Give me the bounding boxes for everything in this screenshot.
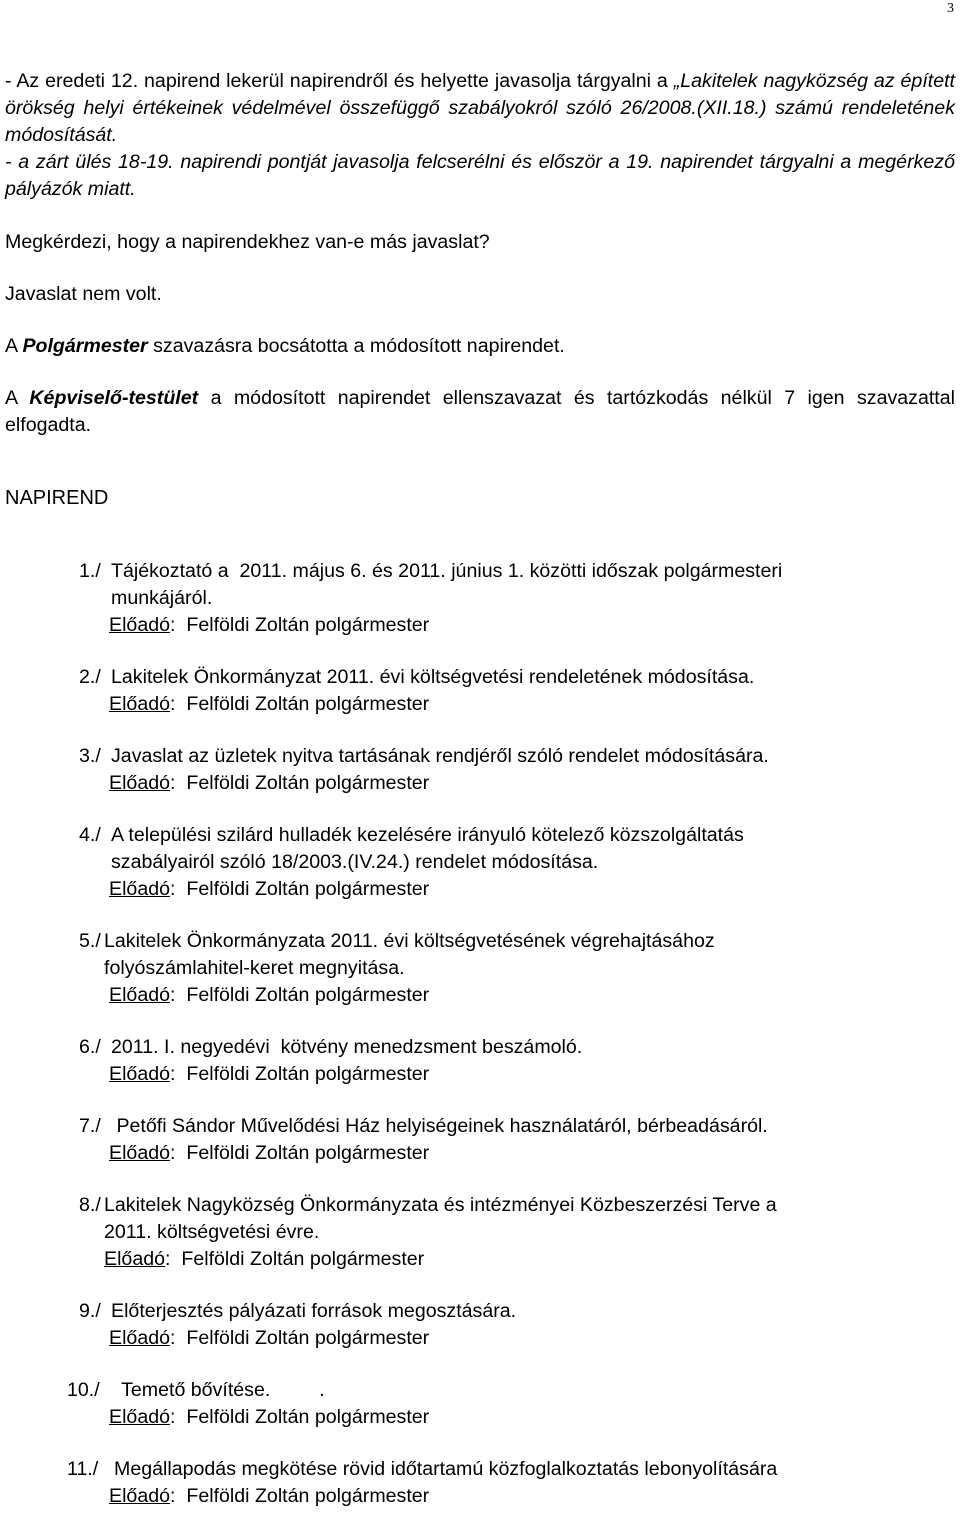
intro-text: - Az eredeti 12. napirend lekerül napirendről és helyette javasolja tárgyalni a bbox=[5, 70, 674, 92]
agenda-item-continuation: szabályairól szóló 18/2003.(IV.24.) rendelet módosítása. bbox=[111, 851, 599, 873]
presenter-name: : Felföldi Zoltán polgármester bbox=[170, 1327, 430, 1349]
page-number: 3 bbox=[947, 1, 954, 16]
agenda-item bbox=[5, 558, 955, 639]
presenter-name: : Felföldi Zoltán polgármester bbox=[170, 1485, 430, 1507]
presenter-label: Előadó bbox=[109, 1485, 171, 1507]
intro-italic-text: „Lakitelek nagyközség az épített örökség helyi értékeinek védelmével összefüggő szabályokról szóló 26/2008.(XII.18.) számú rendeletének módosítását. bbox=[5, 70, 955, 146]
agenda-item-number: 5./ bbox=[79, 930, 101, 952]
agenda-item-number: 2./ bbox=[79, 666, 101, 688]
agenda-item-title bbox=[5, 1298, 955, 1325]
presenter-label: Előadó bbox=[109, 878, 171, 900]
agenda-item-presenter bbox=[5, 1246, 955, 1273]
agenda-item bbox=[5, 1298, 955, 1352]
presenter-name: : Felföldi Zoltán polgármester bbox=[170, 1142, 430, 1164]
agenda-item-title bbox=[5, 1034, 955, 1061]
presenter-label: Előadó bbox=[109, 984, 171, 1006]
agenda-item-title bbox=[5, 664, 955, 691]
mayor-label: Polgármester bbox=[22, 335, 148, 357]
vote-result-pre: A bbox=[5, 387, 30, 409]
presenter-name: : Felföldi Zoltán polgármester bbox=[170, 1063, 430, 1085]
agenda-item-text: Előterjesztés pályázati források megosztására. bbox=[111, 1300, 517, 1322]
vote-result-paragraph bbox=[5, 385, 955, 439]
presenter-name: : Felföldi Zoltán polgármester bbox=[170, 984, 430, 1006]
intro-paragraph-1 bbox=[5, 68, 955, 149]
council-label: Képviselő-testület bbox=[29, 387, 199, 409]
agenda-item-number: 8./ bbox=[79, 1194, 101, 1216]
vote-call-paragraph bbox=[5, 333, 955, 360]
no-proposal-paragraph: Javaslat nem volt. bbox=[5, 283, 162, 305]
agenda-item-presenter bbox=[5, 876, 955, 903]
agenda-item-text: Megállapodás megkötése rövid időtartamú közfoglalkoztatás lebonyolítására bbox=[114, 1458, 778, 1480]
agenda-item-title bbox=[5, 743, 955, 770]
agenda-item-number: 11./ bbox=[67, 1458, 99, 1480]
agenda-item-continuation: 2011. költségvetési évre. bbox=[104, 1221, 320, 1243]
agenda-item-title bbox=[5, 1456, 955, 1483]
agenda-item-continuation: folyószámlahitel-keret megnyitása. bbox=[104, 957, 405, 979]
agenda-item bbox=[5, 1377, 955, 1431]
agenda-item-text: Javaslat az üzletek nyitva tartásának rendjéről szóló rendelet módosítására. bbox=[111, 745, 769, 767]
agenda-item-number: 9./ bbox=[79, 1300, 101, 1322]
agenda-item-title bbox=[5, 1377, 955, 1404]
agenda-item-text: Lakitelek Önkormányzat 2011. évi költségvetési rendeletének módosítása. bbox=[111, 666, 755, 688]
agenda-item-text: Lakitelek Nagyközség Önkormányzata és intézményei Közbeszerzési Terve a bbox=[104, 1194, 777, 1216]
agenda-item bbox=[5, 664, 955, 718]
agenda-item-number: 10./ bbox=[67, 1379, 100, 1401]
agenda-item-title bbox=[5, 928, 955, 955]
agenda-item-title bbox=[5, 1113, 955, 1140]
vote-call-pre: A bbox=[5, 335, 23, 357]
intro-paragraph-2: - a zárt ülés 18-19. napirendi pontját javasolja felcserélni és először a 19. napirendet tárgyalni a megérkező pályázók miatt. bbox=[5, 151, 955, 200]
presenter-label: Előadó bbox=[109, 772, 171, 794]
presenter-label: Előadó bbox=[109, 1406, 171, 1428]
agenda-item-text: 2011. I. negyedévi kötvény menedzsment beszámoló. bbox=[111, 1036, 583, 1058]
agenda-item-text: Petőfi Sándor Művelődési Ház helyiségeinek használatáról, bérbeadásáról. bbox=[111, 1115, 768, 1137]
agenda-item-presenter bbox=[5, 982, 955, 1009]
vote-result-post: a módosított napirendet ellenszavazat és tartózkodás nélkül 7 igen szavazattal elfogadta. bbox=[5, 387, 955, 436]
presenter-label: Előadó bbox=[109, 1063, 171, 1085]
presenter-label: Előadó bbox=[109, 614, 171, 636]
agenda-item bbox=[5, 1192, 955, 1273]
agenda-item-number: 7./ bbox=[79, 1115, 101, 1137]
presenter-label: Előadó bbox=[109, 1142, 171, 1164]
agenda-item bbox=[5, 1456, 955, 1510]
agenda-item-text: A települési szilárd hulladék kezelésére irányuló kötelező közszolgáltatás bbox=[111, 824, 744, 846]
agenda-item-presenter bbox=[5, 691, 955, 718]
presenter-name: : Felföldi Zoltán polgármester bbox=[170, 614, 430, 636]
agenda-item-presenter bbox=[5, 1140, 955, 1167]
agenda-item-presenter bbox=[5, 1404, 955, 1431]
presenter-label: Előadó bbox=[109, 693, 171, 715]
agenda-item-title bbox=[5, 558, 955, 585]
presenter-name: : Felföldi Zoltán polgármester bbox=[170, 1406, 430, 1428]
agenda-list bbox=[5, 558, 955, 1510]
presenter-name: : Felföldi Zoltán polgármester bbox=[170, 693, 430, 715]
presenter-name: : Felföldi Zoltán polgármester bbox=[170, 772, 430, 794]
agenda-item-presenter bbox=[5, 770, 955, 797]
agenda-item-title bbox=[5, 822, 955, 849]
presenter-name: : Felföldi Zoltán polgármester bbox=[165, 1248, 425, 1270]
agenda-item-number: 6./ bbox=[79, 1036, 101, 1058]
agenda-item-title bbox=[5, 1192, 955, 1219]
agenda-item bbox=[5, 743, 955, 797]
agenda-item bbox=[5, 928, 955, 1009]
agenda-item-text: Temető bővítése. . bbox=[116, 1379, 325, 1401]
agenda-item-presenter bbox=[5, 1483, 955, 1510]
agenda-item bbox=[5, 1034, 955, 1088]
agenda-item-text: Lakitelek Önkormányzata 2011. évi költségvetésének végrehajtásához bbox=[104, 930, 715, 952]
agenda-item-presenter bbox=[5, 1061, 955, 1088]
question-paragraph: Megkérdezi, hogy a napirendekhez van-e más javaslat? bbox=[5, 231, 490, 253]
presenter-name: : Felföldi Zoltán polgármester bbox=[170, 878, 430, 900]
presenter-label: Előadó bbox=[104, 1248, 166, 1270]
agenda-item-number: 4./ bbox=[79, 824, 101, 846]
agenda-item-text: Tájékoztató a 2011. május 6. és 2011. június 1. közötti időszak polgármesteri bbox=[111, 560, 783, 582]
agenda-item bbox=[5, 822, 955, 903]
agenda-item-presenter bbox=[5, 1325, 955, 1352]
vote-call-post: szavazásra bocsátotta a módosított napirendet. bbox=[147, 335, 565, 357]
document-body bbox=[5, 68, 955, 1510]
agenda-item-number: 3./ bbox=[79, 745, 101, 767]
agenda-item bbox=[5, 1113, 955, 1167]
agenda-heading: NAPIREND bbox=[5, 487, 109, 509]
agenda-item-continuation: munkájáról. bbox=[111, 587, 213, 609]
agenda-item-presenter bbox=[5, 612, 955, 639]
presenter-label: Előadó bbox=[109, 1327, 171, 1349]
agenda-item-number: 1./ bbox=[79, 560, 101, 582]
